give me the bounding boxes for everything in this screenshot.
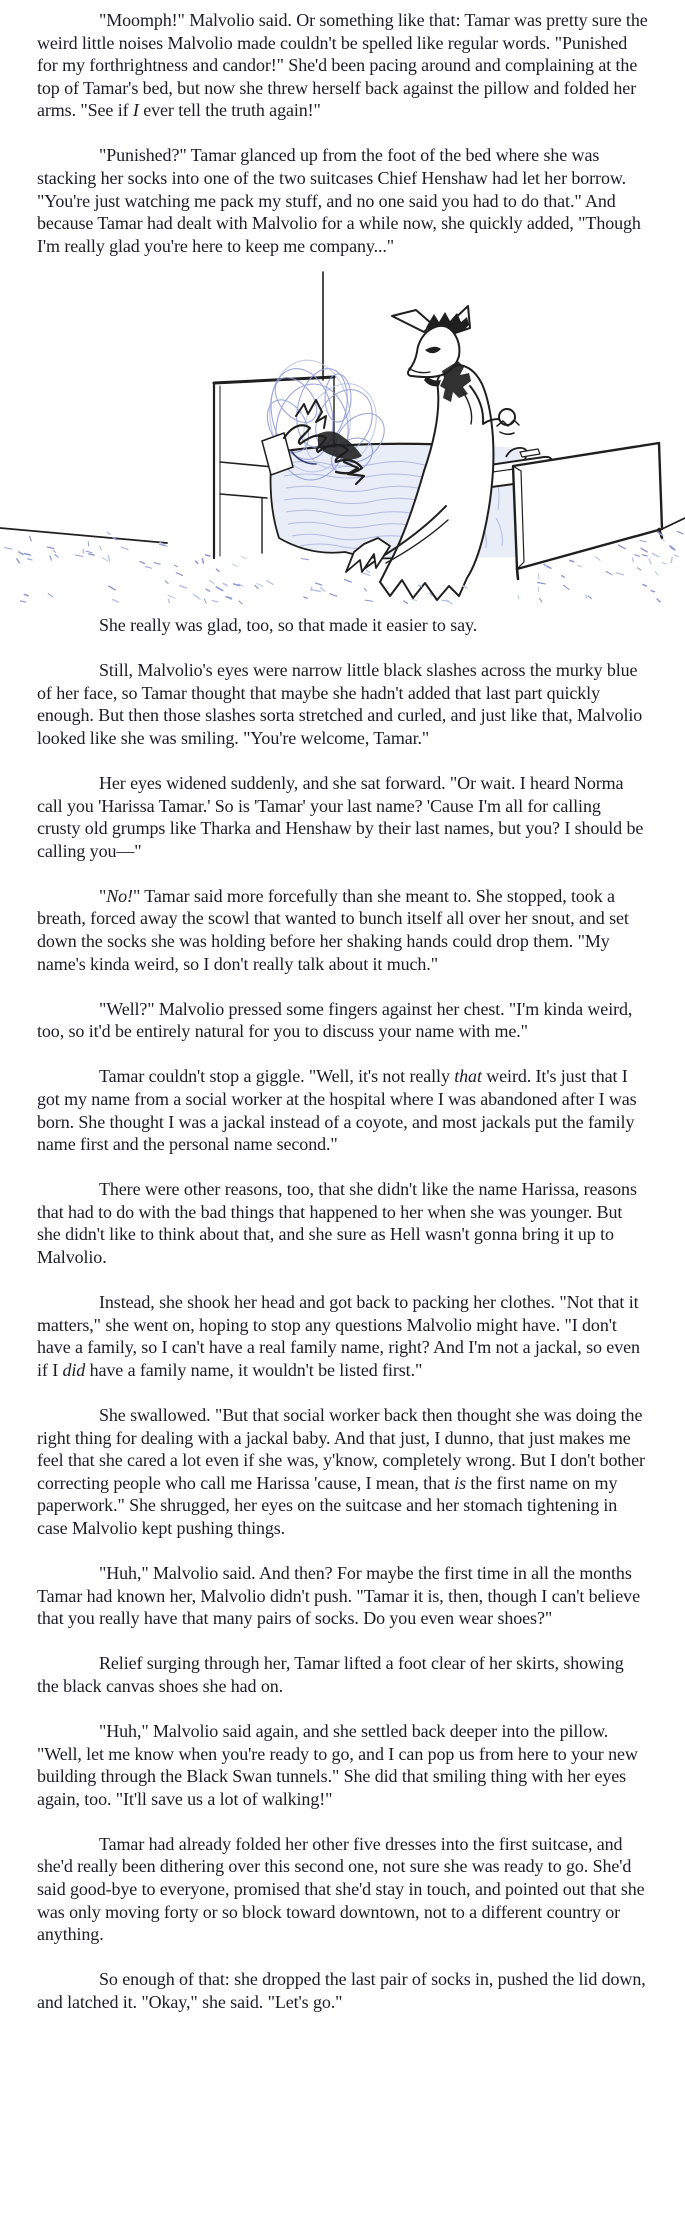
pillow	[262, 433, 293, 475]
story-paragraph	[37, 885, 648, 975]
story-text: Instead, she shook her head and got back to packing her clothes. "Not that it matters," she went on, hoping to stop any questions Malvolio might have. "I don't have a family, so I can't have a real family name, right? And I'm not a jackal, so even if I	[37, 1292, 640, 1380]
carpet-tick	[447, 600, 452, 604]
carpet-tick	[365, 600, 373, 601]
story-text: "Well?" Malvolio pressed some fingers against her chest. "I'm kinda weird, too, so it'd be entirely natural for you to discuss your name with me."	[37, 998, 633, 1042]
carpet-tick	[212, 601, 218, 602]
carpet-tick	[617, 573, 624, 575]
carpet-tick	[227, 597, 232, 599]
carpet-tick	[47, 547, 54, 549]
carpet-tick	[223, 583, 227, 585]
carpet-tick	[678, 531, 684, 533]
carpet-tick	[196, 561, 198, 563]
carpet-tick	[140, 561, 145, 563]
carpet-tick	[216, 569, 219, 571]
carpet-tick	[619, 545, 626, 549]
carpet-tick	[404, 601, 408, 604]
story-text: There were other reasons, too, that she didn't like the name Harissa, reasons that had to do with the bad things that happened to her when she was younger. But she didn't like to think about that, and she sure as Hell wasn't gonna bring it up to Malvolio.	[37, 1179, 637, 1267]
carpet-tick	[30, 536, 32, 541]
carpet-tick	[540, 599, 542, 602]
carpet-tick	[17, 559, 20, 563]
carpet-tick	[595, 557, 600, 561]
story-paragraph	[37, 1562, 648, 1630]
carpet-tick	[102, 557, 108, 561]
story-paragraph	[37, 614, 648, 637]
carpet-tick	[24, 553, 30, 555]
carpet-tick	[570, 560, 574, 561]
carpet-tick	[55, 554, 58, 557]
carpet-tick	[154, 563, 160, 565]
carpet-tick	[578, 566, 581, 567]
carpet-tick	[204, 599, 206, 603]
carpet-tick	[313, 590, 321, 592]
carpet-tick	[194, 595, 200, 599]
bedroom-sketch-image	[0, 266, 685, 606]
carpet-tick	[651, 591, 655, 592]
story-text: ever tell the truth again!"	[138, 100, 321, 121]
story-text: "Huh," Malvolio said. And then? For maybe the first time in all the months Tamar had known her, Malvolio didn't push. "Tamar it is, then, though I can't believe that you really have that many pairs of socks. Do you even wear shoes?"	[37, 1563, 640, 1629]
carpet-tick	[586, 595, 587, 598]
carpet-tick	[75, 555, 83, 557]
carpet-tick	[109, 586, 115, 590]
carpet-tick	[5, 548, 12, 550]
carpet-tick	[176, 573, 182, 576]
story-text: the first name on my paperwork." She shrugged, her eyes on the suitcase and her stomach tightening in case Malvolio kept pushing things.	[37, 1472, 618, 1538]
carpet-tick	[638, 568, 641, 570]
carpet-tick	[538, 582, 546, 583]
story-paragraph	[37, 659, 648, 749]
story-paragraph	[37, 1968, 648, 2013]
tamar-nose	[408, 367, 411, 370]
carpet-tick	[24, 594, 28, 595]
story-paragraph	[37, 1065, 648, 1155]
story-paragraph	[37, 144, 648, 257]
carpet-tick	[146, 567, 152, 569]
carpet-tick	[202, 559, 203, 563]
carpet-tick	[674, 555, 678, 557]
story-text: have a family name, it wouldn't be listed first."	[85, 1359, 423, 1380]
carpet-tick	[653, 554, 659, 557]
carpet-tick	[113, 600, 119, 603]
carpet-tick	[367, 570, 370, 573]
story-paragraph	[37, 1833, 648, 1946]
story-text: Relief surging through her, Tamar lifted a foot clear of her skirts, showing the black canvas shoes she had on.	[37, 1653, 624, 1696]
carpet-tick	[50, 556, 51, 560]
carpet-tick	[671, 558, 672, 563]
story-paragraph	[37, 9, 648, 122]
story-text-top	[37, 9, 648, 257]
carpet-tick	[364, 588, 366, 591]
story-text: "	[99, 885, 107, 906]
story-text: Tamar couldn't stop a giggle. "Well, it's not really	[99, 1066, 455, 1087]
carpet-tick	[643, 584, 646, 586]
story-text: "Moomph!" Malvolio said. Or something like that: Tamar was pretty sure the weird little noises Malvolio made couldn't be spelled like regular words. "Punished for my forthrightness and candor!" She'd been pacing around and complaining at the top of Tamar's bed, but now she threw herself back against the pillow and folded her arms. "See if	[37, 10, 648, 121]
story-text: So enough of that: she dropped the last pair of socks in, pushed the lid down, and latched it. "Okay," she said. "Let's go."	[37, 1969, 646, 2012]
carpet-tick	[642, 555, 647, 556]
carpet-tick	[632, 558, 633, 562]
carpet-tick	[53, 550, 56, 552]
carpet-tick	[363, 573, 371, 575]
carpet-tick	[232, 564, 237, 567]
story-text: Her eyes widened suddenly, and she sat forward. "Or wait. I heard Norma call you 'Harissa Tamar.' So is 'Tamar' your last name? 'Cause I'm all for calling crusty old grumps like Tharka and Henshaw by their last names, but you? I should be calling you—"	[37, 772, 644, 861]
story-text-bottom	[37, 614, 648, 2014]
story-text: weird. It's just that I got my name from a social worker at the hospital where I was abandoned after I was born. She thought I was a jackal instead of a coyote, and most jackals put the family name first and the personal name second."	[37, 1066, 637, 1155]
carpet-tick	[662, 539, 664, 541]
carpet-tick	[209, 580, 213, 583]
carpet-tick	[242, 556, 245, 558]
story-paragraph	[37, 772, 648, 862]
story-text: Still, Malvolio's eyes were narrow little black slashes across the murky blue of her face, so Tamar thought that maybe she hadn't added that last part quickly enough. But then those slashes sorta stretched and curled, and just like that, Malvolio looked like she was smiling. "You're welcome, Tamar."	[37, 660, 643, 748]
carpet-tick	[641, 548, 647, 552]
carpet-tick	[107, 532, 110, 534]
carpet-tick	[121, 547, 128, 549]
carpet-tick	[168, 599, 169, 603]
carpet-tick	[108, 555, 109, 561]
carpet-tick	[640, 540, 646, 542]
carpet-tick	[663, 562, 667, 564]
story-paragraph	[37, 1404, 648, 1540]
story-illustration	[0, 266, 685, 606]
story-paragraph	[37, 1291, 648, 1381]
carpet-tick	[267, 581, 273, 585]
story-text: She swallowed. "But that social worker back then thought she was doing the right thing for dealing with a jackal baby. And that just, I dunno, that just makes me feel that she cared a lot even if she was, y'know, completely wrong. But I don't bother correcting people who call me Harissa 'cause, I mean, that	[37, 1404, 645, 1493]
emphasized-text: that	[454, 1066, 482, 1087]
carpet-tick	[301, 558, 308, 559]
carpet-tick	[538, 573, 539, 579]
carpet-tick	[257, 584, 264, 587]
emphasized-text: is	[454, 1472, 466, 1493]
carpet-tick	[89, 554, 94, 555]
emphasized-text: did	[62, 1359, 86, 1380]
carpet-tick	[588, 596, 591, 598]
carpet-tick	[99, 546, 101, 550]
carpet-tick	[19, 552, 23, 554]
carpet-tick	[564, 585, 570, 589]
carpet-tick	[320, 588, 325, 592]
carpet-tick	[657, 599, 660, 602]
carpet-tick	[518, 596, 519, 599]
story-text: "Punished?" Tamar glanced up from the foot of the bed where she was stacking her socks into one of the two suitcases Chief Henshaw had let her borrow. "You're just watching me pack my stuff, and no one said you had to do that." And because Tamar had dealt with Malvolio for a while now, she quickly added, "Though I'm really glad you're here to keep me company..."	[37, 145, 641, 256]
carpet-tick	[165, 581, 168, 584]
story-text: " Tamar said more forcefully than she meant to. She stopped, took a breath, forced away the scowl that wanted to bunch itself all over her snout, and set down the socks she was holding before her shaking hands could drop them. "My name's kinda weird, so I don't really talk about it much."	[37, 885, 629, 974]
carpet-tick	[649, 559, 651, 563]
carpet-tick	[655, 571, 658, 575]
bed-footboard	[513, 443, 662, 579]
story-text: She really was glad, too, so that made it easier to say.	[99, 614, 478, 635]
carpet-tick	[330, 594, 337, 597]
story-paragraph	[37, 998, 648, 1043]
carpet-tick	[88, 542, 89, 546]
carpet-tick	[239, 601, 242, 604]
carpet-tick	[216, 587, 222, 591]
carpet-tick	[345, 580, 352, 582]
carpet-tick	[316, 583, 322, 585]
carpet-tick	[205, 555, 210, 556]
carpet-tick	[206, 589, 209, 591]
carpet-tick	[48, 594, 53, 597]
story-paragraph	[37, 1178, 648, 1268]
carpet-tick	[180, 586, 186, 588]
emphasized-text: No!	[106, 885, 133, 906]
carpet-tick	[311, 587, 312, 590]
carpet-tick	[27, 559, 32, 560]
carpet-tick	[412, 599, 417, 600]
carpet-tick	[562, 576, 565, 578]
carpet-tick	[255, 585, 258, 588]
emphasized-text: I	[132, 100, 139, 121]
story-text: "Huh," Malvolio said again, and she settled back deeper into the pillow. "Well, let me know when you're ready to go, and I can pop us from here to your new building through the Black Swan tunnels." She did that smiling thing with her eyes again, too. "It'll save us a lot of walking!"	[37, 1721, 638, 1809]
story-paragraph	[37, 1720, 648, 1810]
carpet-tick	[606, 571, 612, 574]
carpet-tick	[20, 601, 26, 602]
carpet-tick	[635, 555, 639, 556]
story-text: Tamar had already folded her other five dresses into the first suitcase, and she'd really been dithering over this second one, not sure she was ready to go. She'd said good-bye to everyone, promised that she'd stay in touch, and pointed out that she was only moving forty or so block toward downtown, not to a different country or anything.	[37, 1833, 645, 1945]
carpet-tick	[168, 595, 175, 598]
carpet-tick	[304, 597, 308, 598]
story-paragraph	[37, 1652, 648, 1697]
carpet-tick	[86, 551, 92, 553]
tamar-ear-left	[392, 310, 432, 332]
carpet-tick	[174, 565, 177, 567]
